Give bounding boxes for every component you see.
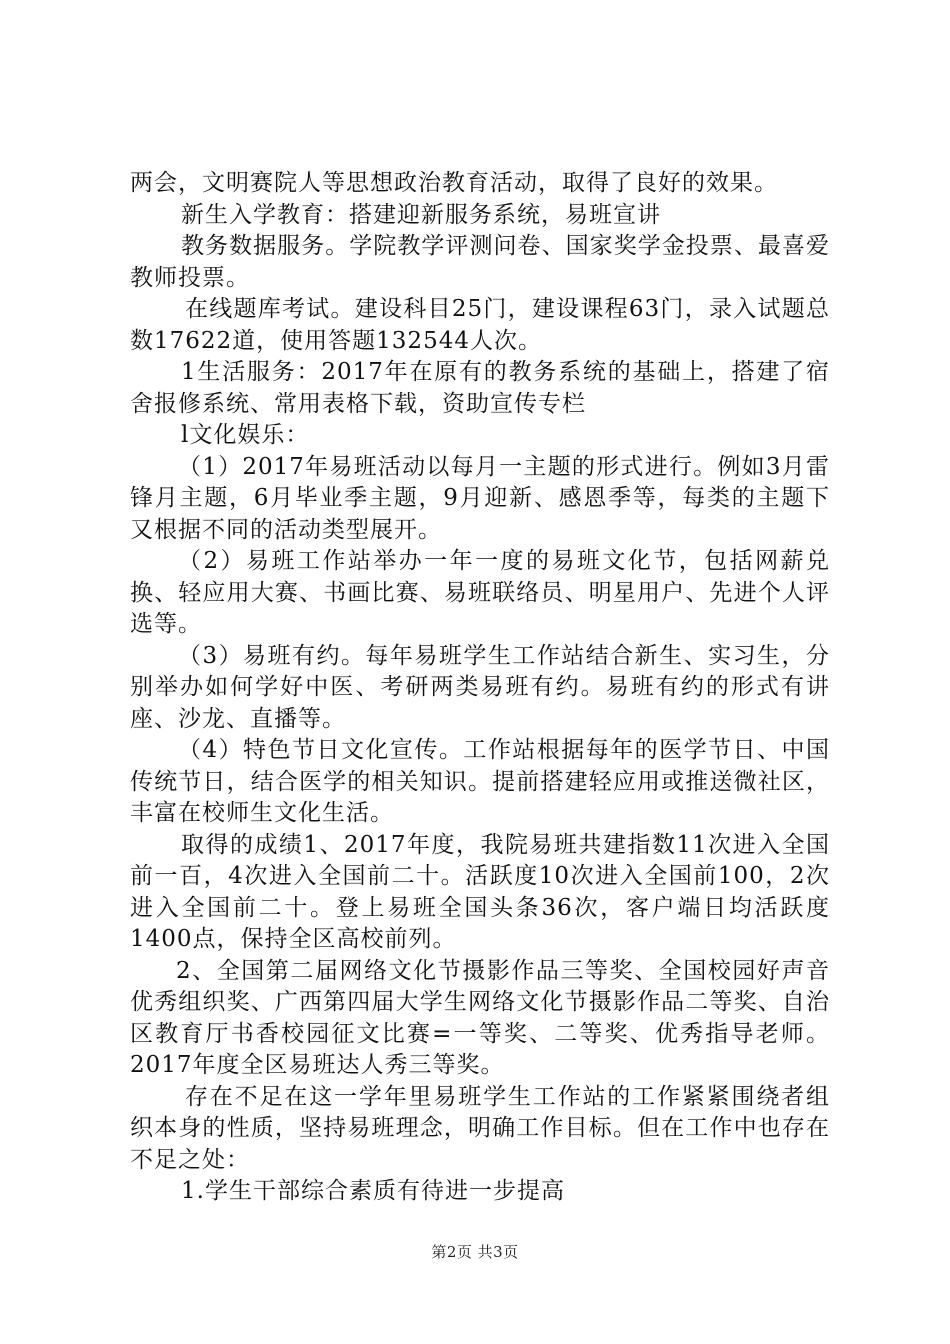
page-number-footer: 第2页 共3页 — [431, 1243, 519, 1261]
paragraph-intro-continuation: 两会，文明赛院人等思想政治教育活动，取得了良好的效果。 — [130, 170, 778, 196]
paragraph-awards: 2、全国第二届网络文化节摄影作品三等奖、全国校园好声音优秀组织奖、广西第四届大学生网络文化节摄影作品二等奖、自治区教育厅书香校园征文比赛=一等奖、二等奖、优秀指导老师。2017年度全区易班达人秀三等奖。 — [130, 957, 830, 1078]
paragraph-item-2: （2）易班工作站举办一年一度的易班文化节，包括网薪兑换、轻应用大赛、书画比赛、易班联络员、明星用户、先进个人评选等。 — [130, 548, 830, 637]
paragraph-item-3: （3）易班有约。每年易班学生工作站结合新生、实习生，分别举办如何学好中医、考研两类易班有约。易班有约的形式有讲座、沙龙、直播等。 — [130, 642, 830, 732]
paragraph-academic-data-service: 教务数据服务。学院教学评测问卷、国家奖学金投票、最喜爱教师投票。 — [130, 233, 830, 291]
paragraph-achievements: 取得的成绩1、2017年度，我院易班共建指数11次进入全国前一百，4次进入全国前二十。活跃度10次进入全国前100，2次进入全国前二十。登上易班全国头条36次，客户端日均活跃度1400点，保持全区高校前列。 — [130, 831, 830, 952]
paragraph-life-service: 1生活服务：2017年在原有的教务系统的基础上，搭建了宿舍报修系统、常用表格下载，资助宣传专栏 — [130, 359, 830, 417]
paragraph-item-4: （4）特色节日文化宣传。工作站根据每年的医学节日、中国传统节日，结合医学的相关知识。提前搭建轻应用或推送微社区，丰富在校师生文化生活。 — [130, 737, 830, 826]
paragraph-online-exam: 在线题库考试。建设科目25门，建设课程63门，录入试题总数17622道，使用答题132544人次。 — [130, 296, 830, 354]
paragraph-shortcoming-1: 1.学生干部综合素质有待进一步提高 — [181, 1178, 565, 1204]
document-body — [130, 168, 830, 1208]
paragraph-shortcomings: 存在不足在这一学年里易班学生工作站的工作紧紧围绕者组织本身的性质，坚持易班理念，明确工作目标。但在工作中也存在不足之处： — [130, 1083, 830, 1173]
paragraph-item-1: （1）2017年易班活动以每月一主题的形式进行。例如3月雷锋月主题，6月毕业季主题，9月迎新、感恩季等，每类的主题下又根据不同的活动类型展开。 — [130, 453, 830, 543]
paragraph-freshman-education: 新生入学教育：搭建迎新服务系统，易班宣讲 — [181, 201, 661, 228]
paragraph-culture-entertainment: l文化娱乐： — [181, 422, 310, 448]
